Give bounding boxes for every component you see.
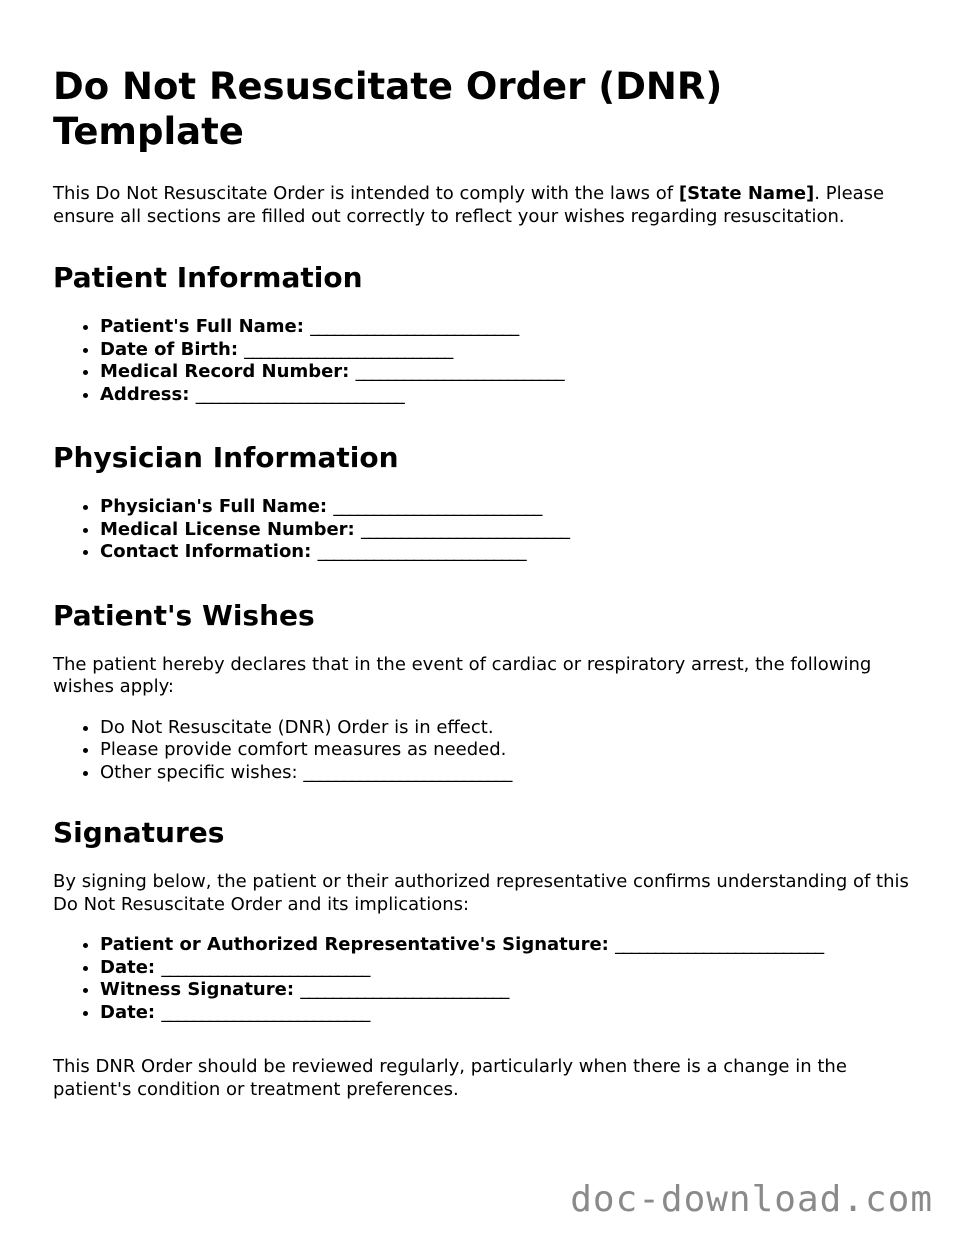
wishes-paragraph: The patient hereby declares that in the event of cardiac or respiratory arrest, the following wishes apply: bbox=[53, 653, 872, 697]
intro-paragraph bbox=[53, 183, 913, 228]
field-label: Other specific wishes: bbox=[100, 761, 298, 783]
closing-paragraph: This DNR Order should be reviewed regularly, particularly when there is a change in the patient's condition or treatment preferences. bbox=[53, 1056, 847, 1100]
intro-text-before: This Do Not Resuscitate Order is intended to comply with the laws of bbox=[53, 183, 679, 204]
patient-signature-date-field bbox=[100, 957, 913, 980]
witness-signature-date-field bbox=[100, 1002, 913, 1025]
field-label: Physician's Full Name: bbox=[100, 496, 328, 517]
patient-info-list bbox=[53, 316, 913, 406]
fill-in-blank[interactable]: __________________________ bbox=[161, 956, 370, 978]
field-label: Date: bbox=[100, 956, 156, 978]
signatures-list bbox=[53, 934, 913, 1024]
patient-name-field bbox=[100, 316, 913, 339]
patient-wishes-heading: Patient's Wishes bbox=[53, 598, 315, 632]
fill-in-blank[interactable]: __________________________ bbox=[161, 1001, 370, 1023]
field-label: Medical Record Number: bbox=[100, 361, 350, 382]
fill-in-blank[interactable]: __________________________ bbox=[195, 383, 404, 405]
intro-text-after: . Please ensure all sections are filled out correctly to reflect your wishes regarding resuscitation. bbox=[53, 183, 885, 227]
medical-license-number-field bbox=[100, 519, 913, 542]
wishes-list bbox=[53, 717, 913, 785]
physician-name-field bbox=[100, 496, 913, 519]
field-label: Date: bbox=[100, 1001, 156, 1023]
medical-record-number-field bbox=[100, 361, 913, 384]
fill-in-blank[interactable]: __________________________ bbox=[317, 541, 526, 562]
fill-in-blank[interactable]: __________________________ bbox=[303, 761, 512, 783]
field-label: Witness Signature: bbox=[100, 979, 295, 1000]
fill-in-blank[interactable]: __________________________ bbox=[355, 361, 564, 382]
state-name-placeholder: [State Name] bbox=[678, 183, 815, 204]
field-label: Patient's Full Name: bbox=[100, 316, 304, 337]
witness-signature-field bbox=[100, 979, 913, 1002]
page-title: Do Not Resuscitate Order (DNR) Template bbox=[53, 65, 723, 153]
field-label: Medical License Number: bbox=[100, 518, 355, 540]
signatures-heading: Signatures bbox=[53, 816, 225, 849]
document-page bbox=[53, 64, 913, 1119]
wish-item-comfort: • Please provide comfort measures as needed. bbox=[100, 739, 913, 762]
fill-in-blank[interactable]: __________________________ bbox=[300, 979, 509, 1000]
field-label: Patient or Authorized Representative's Signature: bbox=[100, 934, 609, 955]
signatures-paragraph: By signing below, the patient or their authorized representative confirms understanding of this Do Not Resuscitate Order and its implications: bbox=[53, 871, 909, 915]
field-label: Address: bbox=[100, 383, 190, 405]
date-of-birth-field bbox=[100, 339, 913, 362]
fill-in-blank[interactable]: __________________________ bbox=[310, 316, 519, 337]
fill-in-blank[interactable]: __________________________ bbox=[615, 934, 824, 955]
wish-item-other bbox=[100, 762, 913, 785]
fill-in-blank[interactable]: __________________________ bbox=[333, 496, 542, 517]
fill-in-blank[interactable]: __________________________ bbox=[244, 338, 453, 360]
wish-item-dnr: • Do Not Resuscitate (DNR) Order is in effect. bbox=[100, 717, 913, 740]
fill-in-blank[interactable]: __________________________ bbox=[361, 518, 570, 540]
contact-information-field bbox=[100, 541, 913, 564]
field-label: Date of Birth: bbox=[100, 338, 239, 360]
address-field bbox=[100, 384, 913, 407]
field-label: Contact Information: bbox=[100, 541, 312, 562]
physician-info-heading: Physician Information bbox=[53, 441, 399, 474]
watermark: doc-download.com bbox=[570, 1179, 933, 1220]
patient-signature-field bbox=[100, 934, 913, 957]
physician-info-list bbox=[53, 496, 913, 564]
patient-info-heading: Patient Information bbox=[53, 261, 363, 294]
